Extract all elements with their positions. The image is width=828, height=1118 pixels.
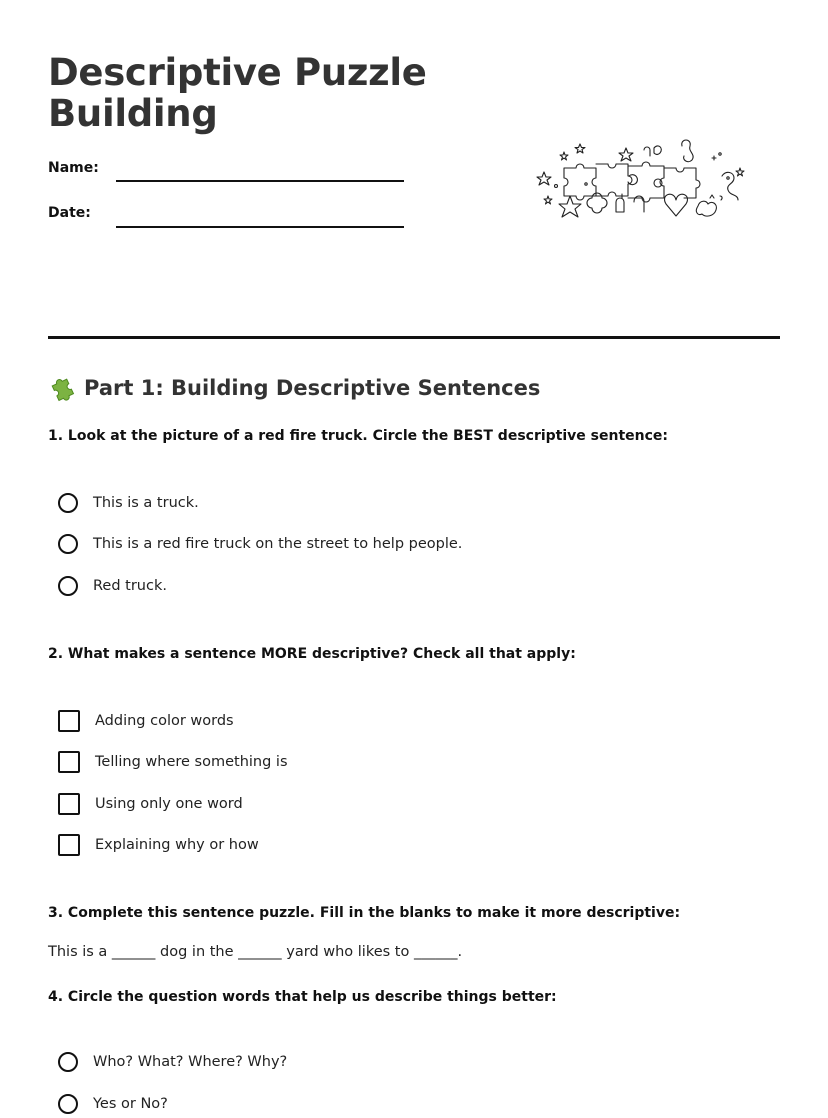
page-title: [48, 52, 427, 134]
question-3: 3. Complete this sentence puzzle. Fill in the blanks to make it more descriptive:: [48, 905, 681, 921]
q4-option-2[interactable]: [58, 1092, 168, 1116]
section-1-heading: [48, 374, 540, 402]
section-1-title: Part 1: Building Descriptive Sentences: [84, 376, 541, 400]
question-1: 1. Look at the picture of a red fire truck. Circle the BEST descriptive sentence:: [48, 428, 668, 444]
q2-option-2[interactable]: [58, 750, 288, 774]
puzzle-doodle-icon: [534, 136, 754, 228]
q4-option-2-circle[interactable]: [58, 1094, 78, 1114]
fill-in-sentence[interactable]: This is a ______ dog in the ______ yard who likes to ______.: [48, 944, 463, 960]
q4-option-1[interactable]: [58, 1050, 287, 1074]
name-field[interactable]: [116, 180, 404, 182]
q1-option-1[interactable]: [58, 491, 199, 515]
q2-option-3-checkbox[interactable]: [58, 793, 80, 815]
question-4: 4. Circle the question words that help us describe things better:: [48, 989, 557, 1005]
q1-option-2[interactable]: [58, 532, 462, 556]
date-label: Date:: [48, 205, 91, 221]
q2-option-2-label: Telling where something is: [95, 754, 288, 770]
q1-option-2-circle[interactable]: [58, 534, 78, 554]
date-field[interactable]: [116, 226, 404, 228]
title-line-2: Building: [48, 92, 218, 135]
q2-option-4-label: Explaining why or how: [95, 837, 259, 853]
q1-option-3[interactable]: [58, 574, 167, 598]
q2-option-4-checkbox[interactable]: [58, 834, 80, 856]
title-line-1: Descriptive Puzzle: [48, 51, 427, 94]
name-label: Name:: [48, 160, 99, 176]
q2-option-3-label: Using only one word: [95, 796, 243, 812]
q1-option-3-label: Red truck.: [93, 578, 167, 594]
q2-option-2-checkbox[interactable]: [58, 751, 80, 773]
q1-option-2-label: This is a red fire truck on the street to help people.: [93, 536, 463, 552]
q2-option-3[interactable]: [58, 792, 243, 816]
q2-option-1-label: Adding color words: [95, 713, 234, 729]
section-divider: [48, 336, 780, 339]
q2-option-1-checkbox[interactable]: [58, 710, 80, 732]
q4-option-1-circle[interactable]: [58, 1052, 78, 1072]
q1-option-3-circle[interactable]: [58, 576, 78, 596]
q2-option-1[interactable]: [58, 709, 234, 733]
question-2: 2. What makes a sentence MORE descriptive? Check all that apply:: [48, 646, 576, 662]
q4-option-2-label: Yes or No?: [93, 1096, 168, 1112]
q4-option-1-label: Who? What? Where? Why?: [93, 1054, 288, 1070]
q1-option-1-label: This is a truck.: [93, 495, 199, 511]
q1-option-1-circle[interactable]: [58, 493, 78, 513]
puzzle-piece-icon: [48, 374, 76, 402]
q2-option-4[interactable]: [58, 833, 259, 857]
